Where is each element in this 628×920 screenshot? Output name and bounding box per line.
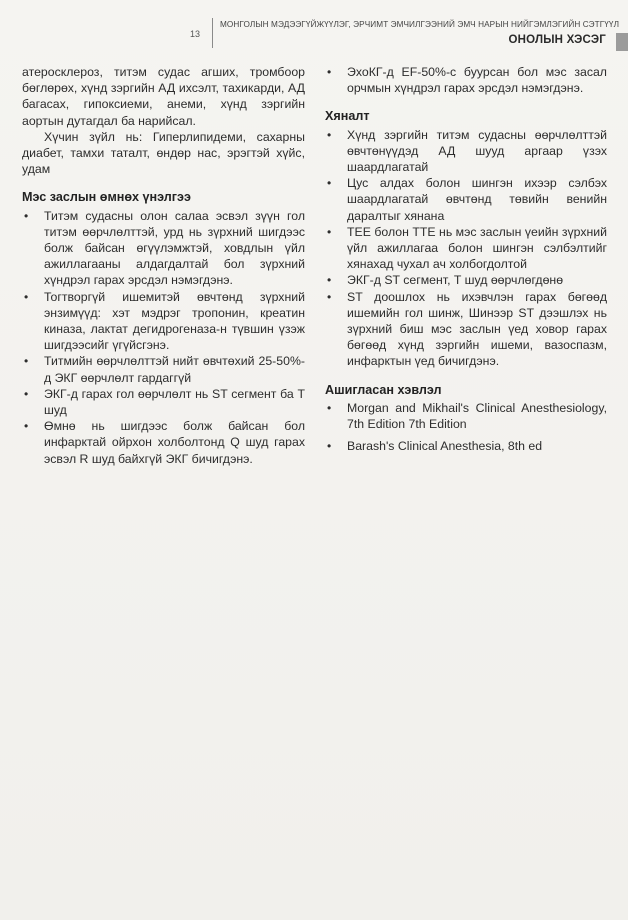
echo-list: [325, 64, 607, 96]
section-name: ОНОЛЫН ХЭСЭГ: [508, 34, 606, 46]
reference-item: • Morgan and Mikhail's Clinical Anesthesiology, 7th Edition 7th Edition: [327, 400, 607, 432]
risk-factors-paragraph: Хүчин зүйл нь: Гиперлипидеми, сахарны диабет, тамхи таталт, өндөр нас, эрэгтэй хүйс, удам: [22, 129, 305, 177]
bullet-icon: •: [327, 400, 332, 415]
list-item: • Тогтворгүй ишемитэй өвчтөнд зүрхний энзимүүд: хэт мэдрэг тропонин, креатин киназа, лактат дегидрогеназа-н түвшин үзэж шигдээсийг үгүйсгэнэ.: [24, 289, 305, 353]
bullet-icon: •: [327, 176, 332, 191]
list-item: • Титэм судасны олон салаа эсвэл зүүн гол титэм өөрчлөлттэй, урд нь зүрхний шигдээс болж байсан өгүүлэмжтэй, ховдлын үйл ажиллагааны алдагдалтай бол зүрхний хүндрэл гарах эрсдэл нэмэгдэнэ.: [24, 208, 305, 288]
bullet-icon: •: [24, 208, 29, 223]
bullet-icon: •: [327, 65, 332, 79]
list-item: • ЭхоКГ-д EF-50%-с буурсан бол мэс засал орчмын хүндрэл гарах эрсдэл нэмэгдэнэ.: [327, 65, 607, 96]
bullet-icon: •: [327, 439, 332, 454]
monitoring-list: [325, 127, 607, 370]
list-item: • Цус алдах болон шингэн ихээр сэлбэх шаардлагатай өвчтөнд төвийн венийн даралтыг хянана: [327, 176, 607, 223]
assessment-heading: Мэс заслын өмнөх үнэлгээ: [22, 190, 191, 205]
right-column: [325, 64, 607, 460]
section-tab-marker: [616, 33, 628, 51]
left-column: [22, 64, 305, 467]
reference-item: • Barash's Clinical Anesthesia, 8th ed: [327, 439, 543, 454]
page-number: 13: [190, 29, 201, 39]
list-item: • ЭКГ-д ST сегмент, T шуд өөрчлөгдөнө: [327, 273, 564, 288]
list-item: • Титмийн өөрчлөлттэй нийт өвчтөхий 25-50%-д ЭКГ өөрчлөлт гардаггүй: [24, 354, 305, 385]
list-item: • Хүнд зэргийн титэм судасны өөрчлөлттэй өвчтөнүүдэд АД шууд аргаар үзэх шаардлагатай: [327, 127, 607, 175]
bullet-icon: •: [327, 273, 332, 288]
header-divider: [212, 18, 213, 48]
list-item: • ST доошлох нь ихэвчлэн гарах бөгөөд ишемийн гол шинж, Шинээр ST дээшлэх нь зүрхний биш мэс заслын үед ховор гарах бөгөөд хүнд зэргийн ишеми, вазоспазм, инфарктын үед бичигдэнэ.: [327, 289, 607, 369]
list-item: • Өмнө нь шигдээс болж байсан бол инфарктай ойрхон холболтонд Q шуд гарах эсвэл R шуд байхгүй ЭКГ бичигдэнэ.: [24, 419, 305, 466]
bullet-icon: •: [24, 419, 29, 434]
bullet-icon: •: [24, 354, 29, 369]
monitoring-heading: Хяналт: [325, 109, 370, 124]
list-item: • ЭКГ-д гарах гол өөрчлөлт нь ST сегмент ба T шуд: [24, 386, 305, 418]
running-title: МОНГОЛЫН МЭДЭЭГҮЙЖҮҮЛЭГ, ЭРЧИМТ ЭМЧИЛГЭЭНИЙ ЭМЧ НАРЫН НИЙГЭМЛЭГИЙН СЭТГҮҮЛ: [220, 20, 620, 29]
references-heading: Ашигласан хэвлэл: [325, 382, 442, 397]
bullet-icon: •: [327, 224, 332, 239]
bullet-icon: •: [327, 127, 332, 142]
intro-paragraph: атеросклероз, титэм судас агших, тромбоор бөглөрөх, хүнд зэргийн АД ихсэлт, тахикарди, АД багасах, гипоксиеми, анеми, хүнд зэргийн аортын дутагдал ба нарийсал.: [22, 65, 305, 128]
assessment-list: [22, 208, 305, 467]
bullet-icon: •: [24, 289, 29, 304]
bullet-icon: •: [327, 289, 332, 304]
references-list: [325, 400, 607, 455]
bullet-icon: •: [24, 386, 29, 401]
list-item: • TEE болон TTE нь мэс заслын үеийн зүрхний үйл ажиллагаа болон шингэн сэлбэлтийг хянахад чухал ач холбогдолтой: [327, 224, 607, 272]
